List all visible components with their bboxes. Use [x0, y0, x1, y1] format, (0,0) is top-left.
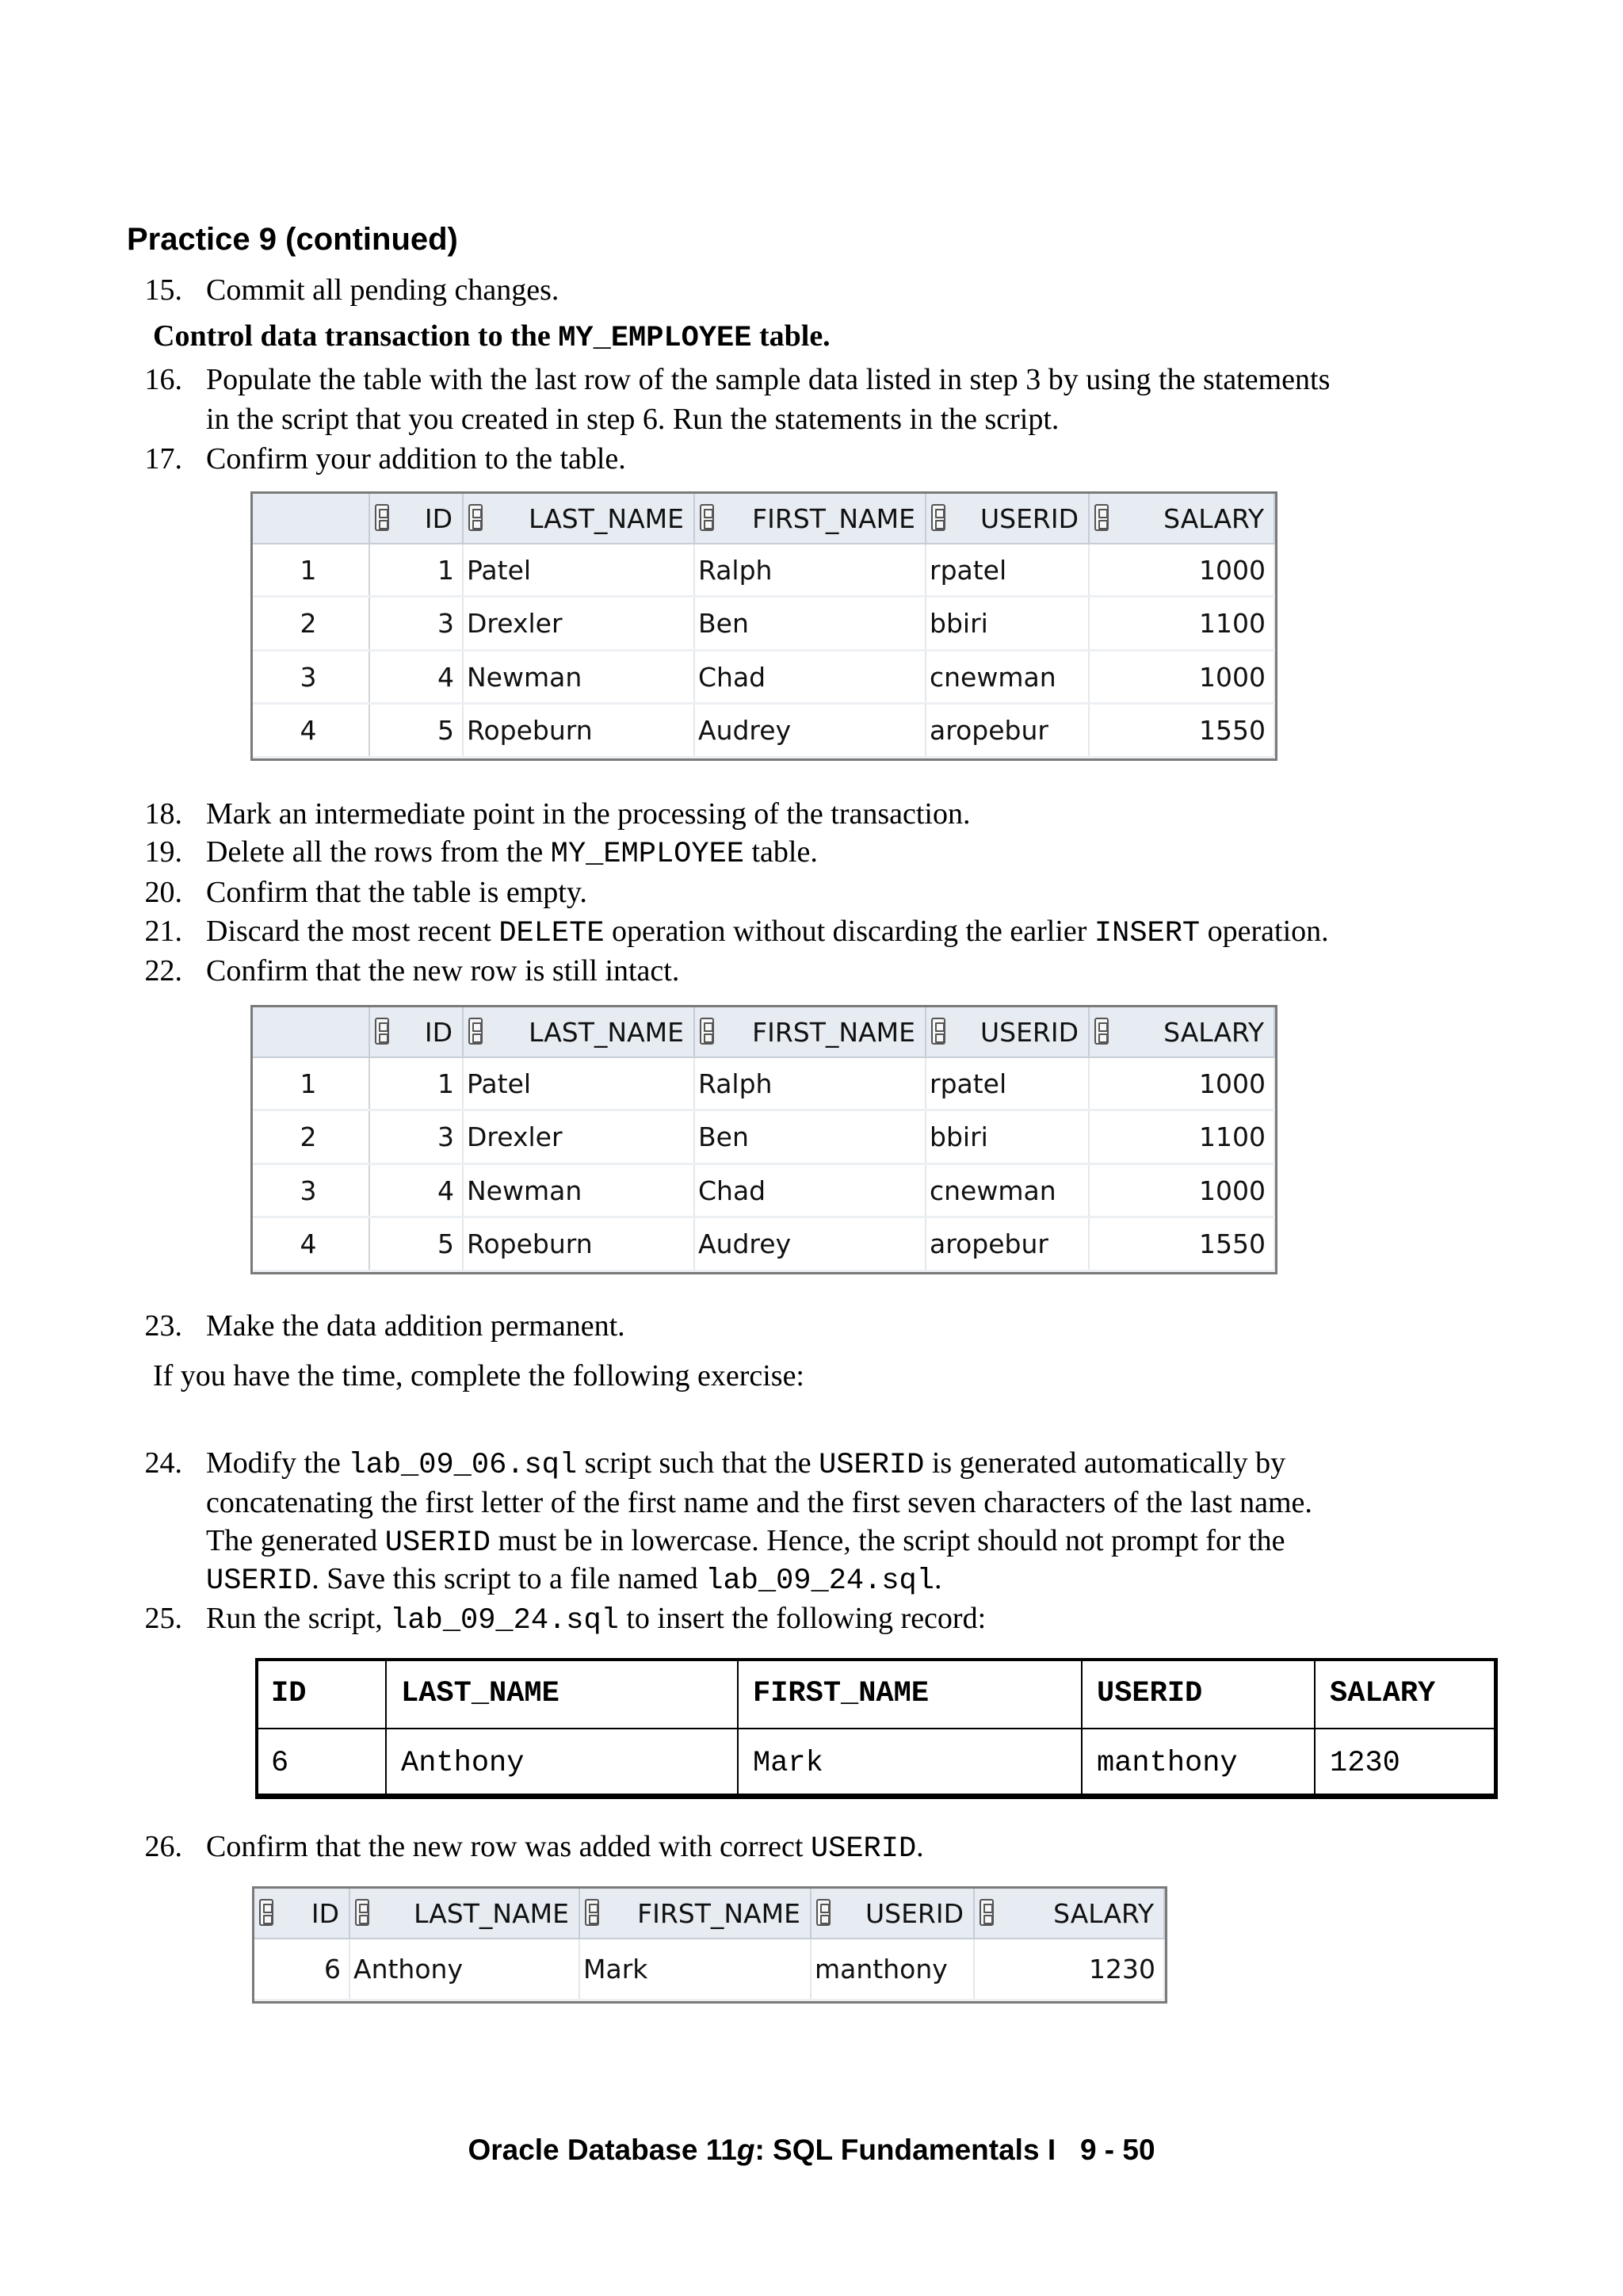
cell-last-name[interactable]: Ropeburn — [463, 704, 694, 758]
note-text: If you have the time, complete the following exercise: — [153, 1359, 804, 1392]
row-number: 1 — [253, 1057, 369, 1110]
cell-last-name[interactable]: Drexler — [463, 1110, 694, 1164]
cell-salary[interactable]: 1550 — [1089, 1217, 1274, 1271]
column-header-last-name[interactable]: LAST_NAME — [463, 1007, 694, 1057]
sort-icon[interactable] — [931, 504, 945, 531]
step-number: 25. — [144, 1602, 182, 1635]
cell-id[interactable]: 4 — [369, 650, 463, 704]
cell-id[interactable]: 5 — [369, 704, 463, 758]
cell-userid[interactable]: cnewman — [926, 1163, 1089, 1217]
cell-salary[interactable]: 1000 — [1089, 1057, 1274, 1110]
step-text-line1: Modify the lab_09_06.sql script such that the USERID is generated automatically by — [206, 1446, 1286, 1482]
step-text: Discard the most recent DELETE operation without discarding the earlier INSERT operation. — [206, 915, 1329, 950]
subheading-code: MY_EMPLOYEE — [558, 322, 752, 355]
table-row[interactable] — [253, 1110, 1274, 1164]
step-text: Delete all the rows from the MY_EMPLOYEE table. — [206, 835, 818, 871]
record-value-salary: 1230 — [1315, 1729, 1497, 1798]
subheading-text: Control data transaction to the — [153, 319, 559, 353]
cell-id[interactable]: 3 — [369, 597, 463, 651]
query-result-grid[interactable] — [250, 491, 1277, 761]
record-value-id: 6 — [256, 1729, 386, 1798]
cell-first-name[interactable]: Chad — [694, 1163, 926, 1217]
sort-icon[interactable] — [468, 504, 483, 531]
cell-first-name[interactable]: Chad — [694, 650, 926, 704]
column-header-first-name[interactable]: FIRST_NAME — [694, 494, 926, 544]
cell-id[interactable]: 1 — [369, 1057, 463, 1110]
step-text-line2: in the script that you created in step 6. Run the statements in the script. — [206, 403, 1060, 436]
cell-first-name[interactable]: Mark — [579, 1939, 811, 2000]
cell-userid[interactable]: rpatel — [926, 544, 1089, 597]
row-number-header — [253, 1007, 369, 1057]
record-value-userid: manthony — [1082, 1729, 1315, 1798]
record-data-row — [256, 1729, 1497, 1798]
cell-salary[interactable]: 1230 — [974, 1939, 1164, 2000]
cell-userid[interactable]: rpatel — [926, 1057, 1089, 1110]
column-header-first-name[interactable]: FIRST_NAME — [579, 1889, 811, 1939]
row-number: 1 — [253, 544, 369, 597]
sort-icon[interactable] — [585, 1899, 599, 1926]
step-text: Commit all pending changes. — [206, 273, 559, 307]
cell-userid[interactable]: manthony — [811, 1939, 974, 2000]
column-header-id[interactable]: ID — [254, 1889, 349, 1939]
cell-salary[interactable]: 1100 — [1089, 1110, 1274, 1164]
column-header-first-name[interactable]: FIRST_NAME — [694, 1007, 926, 1057]
column-header-userid[interactable]: USERID — [926, 1007, 1089, 1057]
cell-first-name[interactable]: Ben — [694, 1110, 926, 1164]
cell-salary[interactable]: 1100 — [1089, 597, 1274, 651]
cell-last-name[interactable]: Ropeburn — [463, 1217, 694, 1271]
sort-icon[interactable] — [700, 1018, 714, 1045]
sort-icon[interactable] — [816, 1899, 831, 1926]
cell-salary[interactable]: 1550 — [1089, 704, 1274, 758]
optional-exercise-note — [153, 1357, 804, 1395]
cell-last-name[interactable]: Patel — [463, 544, 694, 597]
cell-last-name[interactable]: Newman — [463, 1163, 694, 1217]
column-header-userid[interactable]: USERID — [926, 494, 1089, 544]
cell-first-name[interactable]: Ralph — [694, 1057, 926, 1110]
step-text: Mark an intermediate point in the processing of the transaction. — [206, 797, 971, 831]
sort-icon[interactable] — [375, 504, 389, 531]
row-number-header — [253, 494, 369, 544]
step-number: 26. — [144, 1830, 182, 1863]
sort-icon[interactable] — [259, 1899, 273, 1926]
step-text-line1: Populate the table with the last row of the sample data listed in step 3 by using the statements — [206, 363, 1331, 396]
cell-salary[interactable]: 1000 — [1089, 1163, 1274, 1217]
sort-icon[interactable] — [931, 1018, 945, 1045]
column-header-last-name[interactable]: LAST_NAME — [463, 494, 694, 544]
cell-userid[interactable]: aropebur — [926, 704, 1089, 758]
footer-page-number: : SQL Fundamentals I 9 - 50 — [754, 2134, 1155, 2166]
step-text: Confirm that the new row is still intact. — [206, 954, 680, 988]
grid-header-row — [254, 1889, 1164, 1939]
table-row[interactable] — [253, 1217, 1274, 1271]
cell-id[interactable]: 1 — [369, 544, 463, 597]
step-number: 18. — [144, 797, 182, 831]
subheading-text-end: table. — [751, 319, 831, 353]
row-number: 2 — [253, 597, 369, 651]
query-result-grid[interactable] — [250, 1005, 1277, 1274]
page-heading: Practice 9 (continued) — [127, 222, 458, 257]
step-number: 17. — [144, 442, 182, 476]
cell-last-name[interactable]: Drexler — [463, 597, 694, 651]
column-header-last-name[interactable]: LAST_NAME — [349, 1889, 579, 1939]
sort-icon[interactable] — [980, 1899, 994, 1926]
record-header-row — [256, 1659, 1497, 1729]
sort-icon[interactable] — [468, 1018, 483, 1045]
cell-salary[interactable]: 1000 — [1089, 544, 1274, 597]
table-row[interactable] — [253, 1163, 1274, 1217]
column-header-salary[interactable]: SALARY — [974, 1889, 1164, 1939]
record-table — [255, 1658, 1498, 1799]
record-header-salary: SALARY — [1315, 1659, 1497, 1729]
step-number: 21. — [144, 915, 182, 948]
sort-icon[interactable] — [375, 1018, 389, 1045]
cell-userid[interactable]: cnewman — [926, 650, 1089, 704]
row-number: 4 — [253, 704, 369, 758]
table-row[interactable] — [253, 650, 1274, 704]
cell-last-name[interactable]: Newman — [463, 650, 694, 704]
cell-id[interactable]: 5 — [369, 1217, 463, 1271]
cell-id[interactable]: 6 — [254, 1939, 349, 2000]
step-number: 15. — [144, 273, 182, 307]
grid-header-row — [253, 494, 1274, 544]
cell-first-name[interactable]: Audrey — [694, 704, 926, 758]
cell-first-name[interactable]: Ben — [694, 597, 926, 651]
step-text: Make the data addition permanent. — [206, 1309, 625, 1343]
step-text: Confirm your addition to the table. — [206, 442, 626, 476]
step-text: Confirm that the table is empty. — [206, 876, 587, 909]
cell-id[interactable]: 3 — [369, 1110, 463, 1164]
row-number: 4 — [253, 1217, 369, 1271]
table-row[interactable] — [253, 1057, 1274, 1110]
record-header-first-name: FIRST_NAME — [738, 1659, 1082, 1729]
record-value-first-name: Mark — [738, 1729, 1082, 1798]
cell-salary[interactable]: 1000 — [1089, 650, 1274, 704]
column-header-id[interactable]: ID — [369, 1007, 463, 1057]
record-header-id: ID — [256, 1659, 386, 1729]
step-number: 24. — [144, 1446, 182, 1480]
sort-icon[interactable] — [1094, 504, 1109, 531]
step-number: 19. — [144, 835, 182, 869]
row-number: 3 — [253, 1163, 369, 1217]
step-text-line2: concatenating the first letter of the first name and the first seven characters of the last name. — [206, 1486, 1312, 1519]
table-row[interactable] — [254, 1939, 1164, 2000]
sort-icon[interactable] — [1094, 1018, 1109, 1045]
record-value-last-name: Anthony — [386, 1729, 738, 1798]
table-row[interactable] — [253, 704, 1274, 758]
cell-userid[interactable]: bbiri — [926, 1110, 1089, 1164]
section-subheading — [153, 317, 831, 357]
record-header-userid: USERID — [1082, 1659, 1315, 1729]
column-header-salary[interactable]: SALARY — [1089, 494, 1274, 544]
cell-userid[interactable]: bbiri — [926, 597, 1089, 651]
step-number: 20. — [144, 876, 182, 909]
row-number: 3 — [253, 650, 369, 704]
sort-icon[interactable] — [700, 504, 714, 531]
grid-header-row — [253, 1007, 1274, 1057]
column-header-salary[interactable]: SALARY — [1089, 1007, 1274, 1057]
record-header-last-name: LAST_NAME — [386, 1659, 738, 1729]
cell-first-name[interactable]: Ralph — [694, 544, 926, 597]
sort-icon[interactable] — [355, 1899, 369, 1926]
cell-userid[interactable]: aropebur — [926, 1217, 1089, 1271]
cell-first-name[interactable]: Audrey — [694, 1217, 926, 1271]
table-row[interactable] — [253, 544, 1274, 597]
cell-last-name[interactable]: Patel — [463, 1057, 694, 1110]
page-footer — [0, 2134, 1623, 2167]
step-text-line4: USERID. Save this script to a file named lab_09_24.sql. — [206, 1562, 942, 1598]
cell-last-name[interactable]: Anthony — [349, 1939, 579, 2000]
step-text-line3: The generated USERID must be in lowercase. Hence, the script should not prompt for the — [206, 1524, 1285, 1560]
query-result-grid[interactable] — [252, 1886, 1167, 2004]
column-header-userid[interactable]: USERID — [811, 1889, 974, 1939]
step-number: 16. — [144, 363, 182, 396]
cell-id[interactable]: 4 — [369, 1163, 463, 1217]
step-number: 22. — [144, 954, 182, 988]
footer-title-italic: g — [736, 2134, 755, 2166]
step-text: Confirm that the new row was added with correct USERID. — [206, 1830, 924, 1866]
table-row[interactable] — [253, 597, 1274, 651]
step-text: Run the script, lab_09_24.sql to insert the following record: — [206, 1602, 987, 1637]
column-header-id[interactable]: ID — [369, 494, 463, 544]
row-number: 2 — [253, 1110, 369, 1164]
footer-title: Oracle Database 11 — [468, 2134, 737, 2166]
step-number: 23. — [144, 1309, 182, 1343]
